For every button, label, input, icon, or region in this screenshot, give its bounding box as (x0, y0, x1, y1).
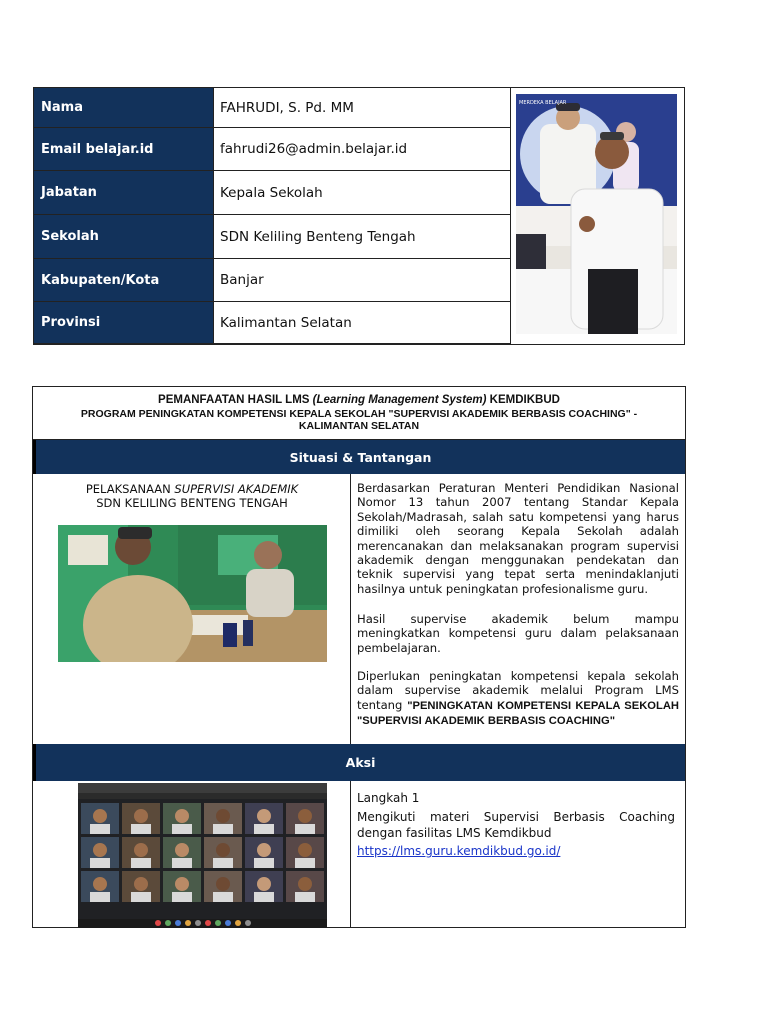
meeting-control-icon (225, 920, 231, 926)
column-divider-2 (350, 781, 351, 927)
label-kabupaten: Kabupaten/Kota (34, 259, 214, 301)
photo-caption: PELAKSANAAN SUPERVISI AKADEMIK SDN KELILING BENTENG TENGAH (85, 482, 299, 510)
report-title: PEMANFAATAN HASIL LMS (Learning Management System) KEMDIKBUD (158, 394, 560, 406)
participant-tile (286, 871, 324, 902)
profile-photo (516, 94, 677, 334)
report-table (32, 386, 686, 928)
participant-tile (245, 837, 283, 868)
meeting-control-icon (165, 920, 171, 926)
participant-tile (286, 837, 324, 868)
participant-tile (204, 803, 242, 834)
value-sekolah: SDN Keliling Benteng Tengah (220, 228, 416, 245)
participant-tile (245, 803, 283, 834)
meeting-control-icon (245, 920, 251, 926)
participant-tile (122, 837, 160, 868)
meeting-control-icon (195, 920, 201, 926)
profile-row-sekolah (34, 215, 510, 259)
meeting-control-icon (205, 920, 211, 926)
profile-row-jabatan (34, 171, 510, 215)
meeting-control-icon (215, 920, 221, 926)
label-provinsi: Provinsi (34, 302, 214, 343)
step-title: Langkah 1 (357, 791, 420, 805)
label-sekolah: Sekolah (34, 215, 214, 258)
participant-tile (81, 803, 119, 834)
value-kabupaten: Banjar (220, 272, 264, 288)
value-provinsi: Kalimantan Selatan (220, 314, 352, 331)
value-email: fahrudi26@admin.belajar.id (220, 141, 408, 157)
participant-tile (245, 871, 283, 902)
report-subtitle: PROGRAM PENINGKATAN KOMPETENSI KEPALA SEKOLAH "SUPERVISI AKADEMIK BERBASIS COACHING" - KALIMANTAN SELATAN (80, 408, 638, 432)
profile-row-email (34, 128, 510, 171)
participant-tile (163, 803, 201, 834)
situation-paragraph-1: Berdasarkan Peraturan Menteri Pendidikan Nasional Nomor 13 tahun 2007 tentang Standar Kepala Sekolah/Madrasah, salah satu kompetensi yang harus dimiliki oleh seorang Kepala Sekolah adalah merencanakan dan melaksanakan program supervisi akademik dengan menggunakan pendekatan dan teknik supervisi yang tepat serta menindaklanjuti hasilnya untuk peningkatan profesionalisme guru. (357, 481, 679, 596)
participant-tile (204, 871, 242, 902)
participant-tile (81, 871, 119, 902)
column-divider (350, 474, 351, 744)
profile-row-kabupaten (34, 259, 510, 302)
value-nama: FAHRUDI, S. Pd. MM (220, 99, 354, 116)
step-description: Mengikuti materi Supervisi Berbasis Coaching dengan fasilitas LMS Kemdikbud (357, 810, 675, 840)
participant-tile (81, 837, 119, 868)
label-email: Email belajar.id (34, 128, 214, 170)
meeting-control-icon (185, 920, 191, 926)
meeting-control-icon (175, 920, 181, 926)
situation-paragraph-2: Hasil supervise akademik belum mampu meningkatkan kompetensi guru dalam pelaksanaan pembelajaran. (357, 612, 679, 655)
participant-tile (163, 871, 201, 902)
lms-meeting-screenshot (78, 783, 327, 928)
label-jabatan: Jabatan (34, 171, 214, 214)
participant-tile (122, 803, 160, 834)
meeting-control-icon (235, 920, 241, 926)
profile-row-nama (34, 88, 510, 128)
photo-cell (510, 88, 685, 344)
label-nama: Nama (34, 88, 214, 127)
meeting-control-icon (155, 920, 161, 926)
participant-tile (163, 837, 201, 868)
participant-tile (122, 871, 160, 902)
situation-paragraph-3: Diperlukan peningkatan kompetensi kepala sekolah dalam supervise akademik melalui Program LMS tentang "PENINGKATAN KOMPETENSI KEPALA SEKOLAH "SUPERVISI AKADEMIK BERBASIS COACHING" (357, 669, 679, 728)
profile-row-provinsi (34, 302, 510, 344)
participant-tile (286, 803, 324, 834)
profile-table (33, 87, 685, 345)
participant-tile (204, 837, 242, 868)
photo-banner-text: MERDEKA BELAJAR (519, 100, 567, 106)
lms-link[interactable]: https://lms.guru.kemdikbud.go.id/ (357, 844, 561, 858)
section-aksi: Aksi (33, 744, 685, 781)
report-header (33, 387, 685, 440)
value-jabatan: Kepala Sekolah (220, 184, 323, 201)
section-situasi: Situasi & Tantangan (33, 440, 685, 474)
supervisi-photo (58, 525, 327, 662)
